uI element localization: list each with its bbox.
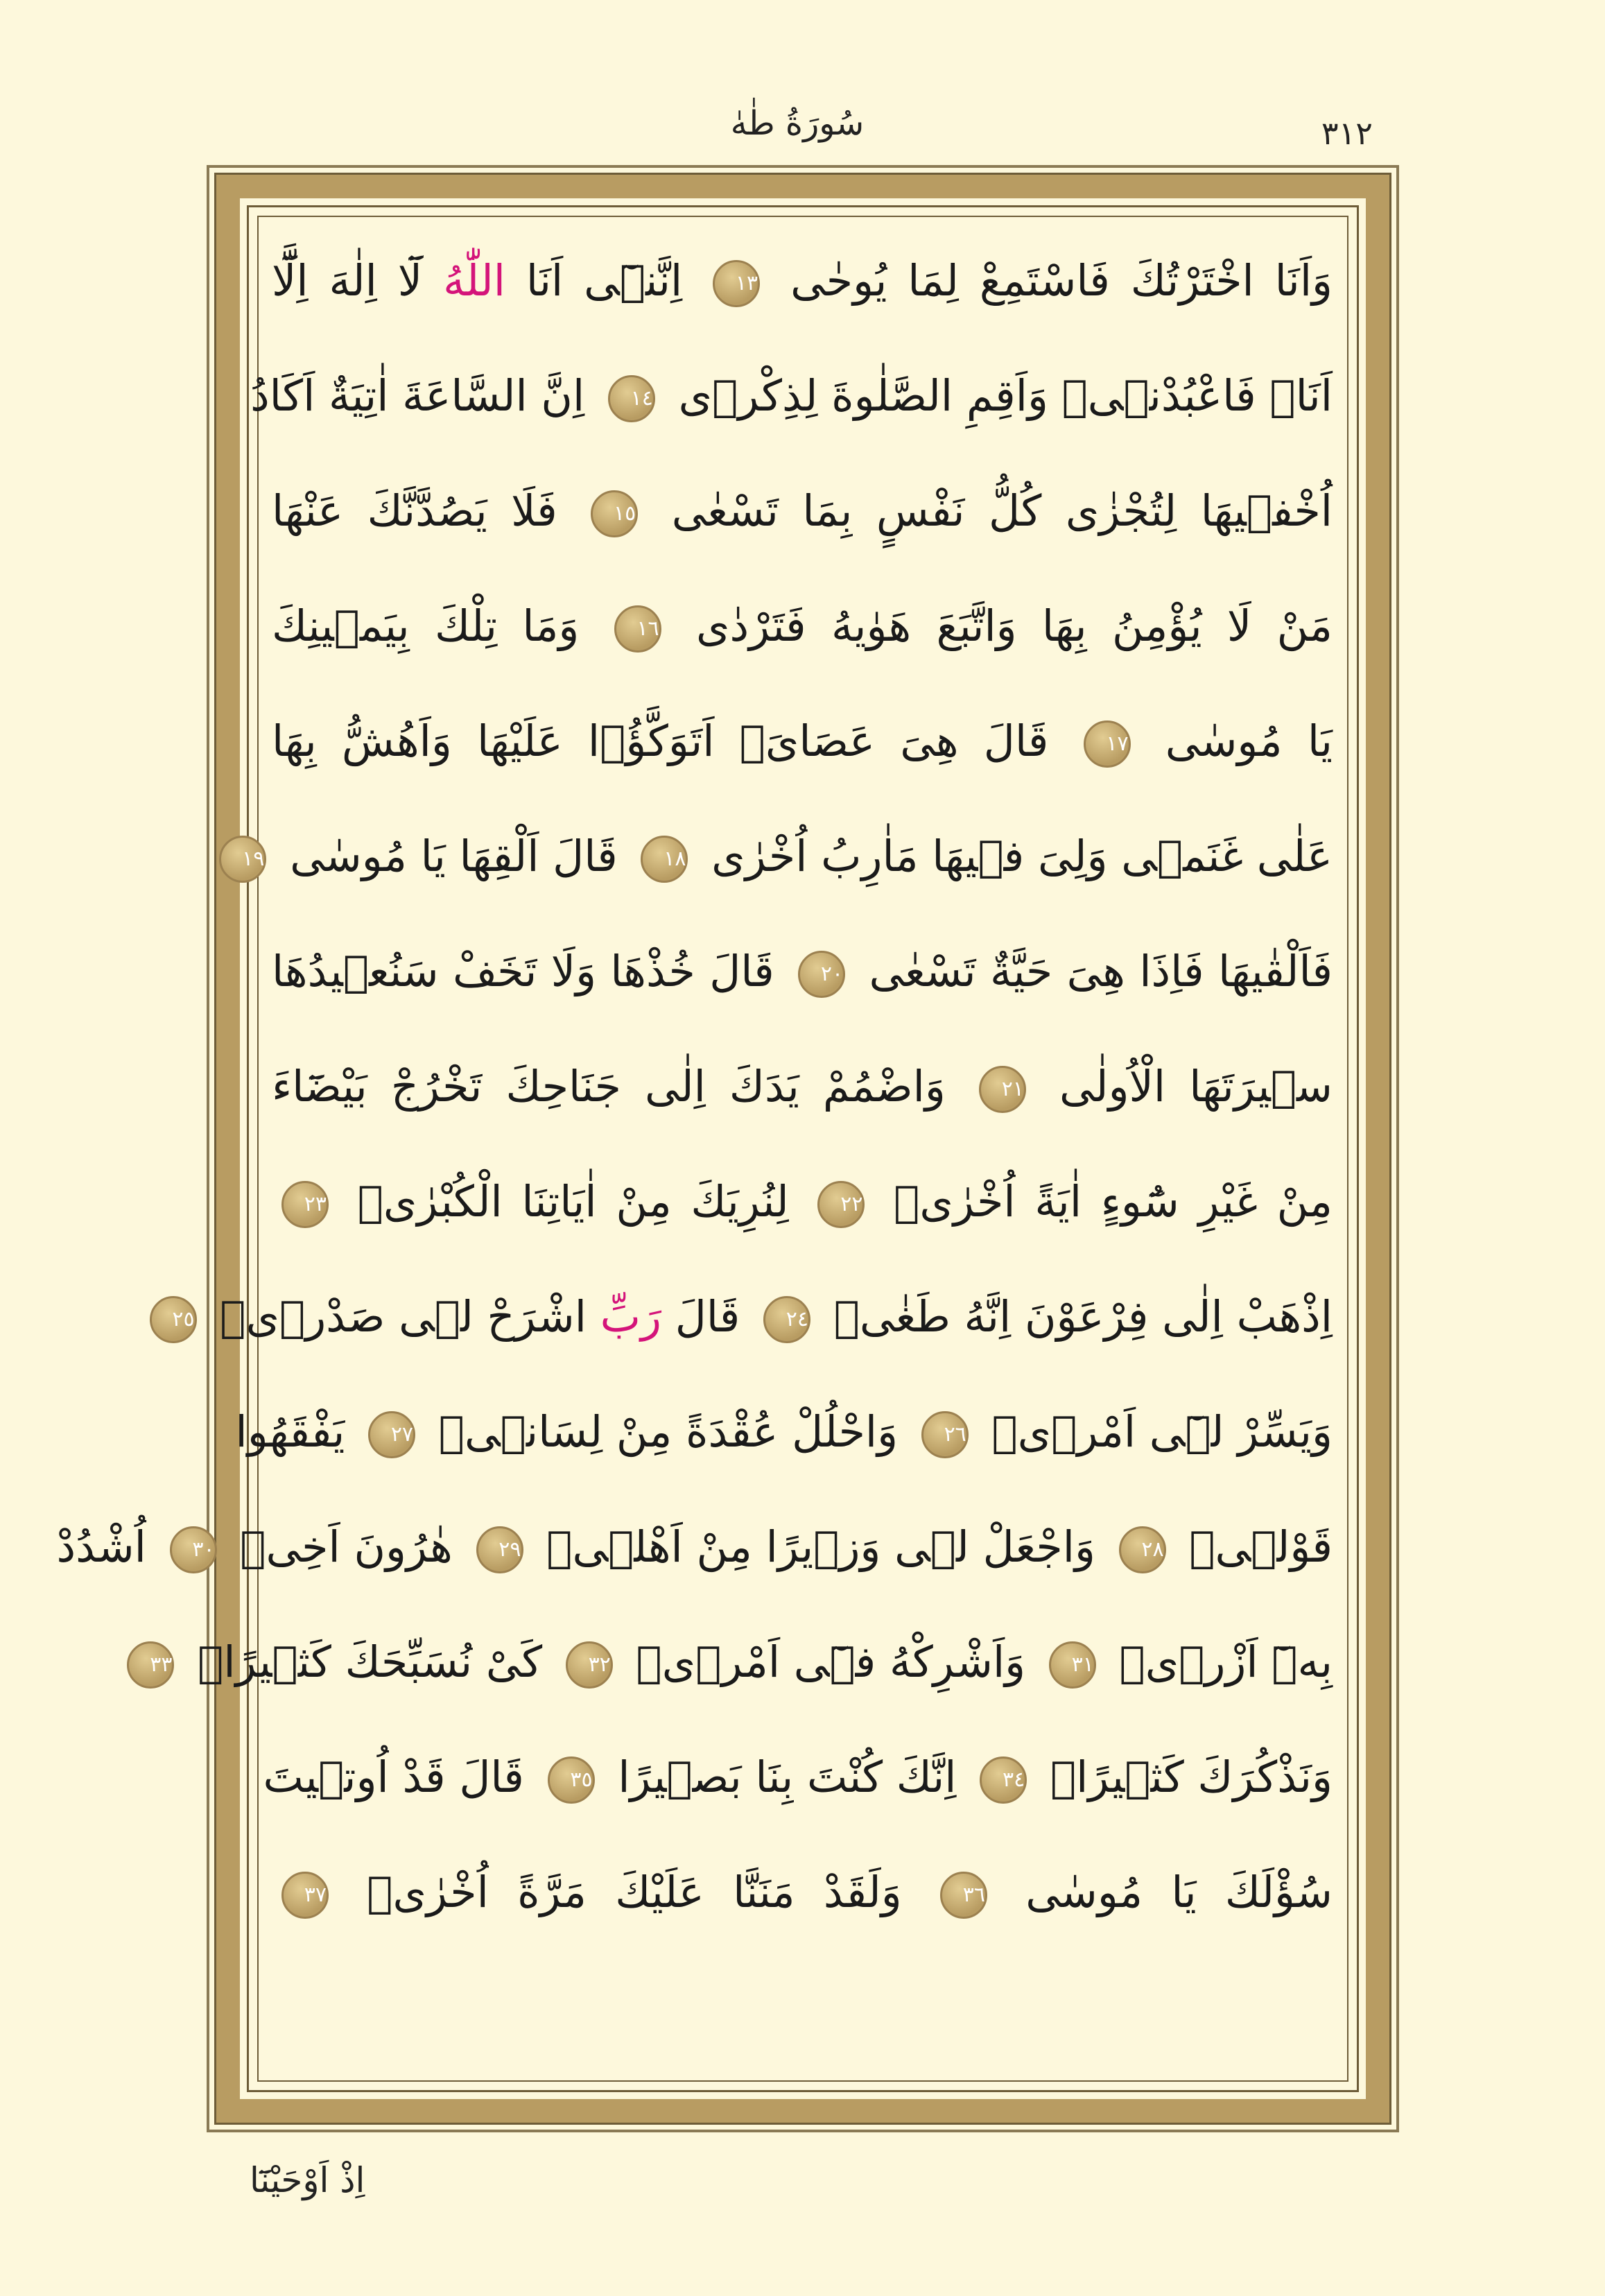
verse-text: بِهٖٓ اَزْرٖىۙ bbox=[1105, 1637, 1333, 1687]
ayah-number-marker: ٢٦ bbox=[921, 1411, 969, 1458]
ayah-number-marker: ٢٢ bbox=[817, 1181, 865, 1228]
verse-text: مَنْ لَا يُؤْمِنُ بِهَا وَاتَّبَعَ هَوٰيهُ فَتَرْدٰى bbox=[670, 601, 1333, 651]
verse-text: وَاجْعَلْ لٖى وَزٖيرًا مِنْ اَهْلٖىۙ bbox=[532, 1521, 1109, 1572]
verse-text: قَالَ خُذْهَا وَلَا تَخَفْ سَنُعٖيدُهَا bbox=[272, 946, 789, 996]
verse-line bbox=[272, 452, 1333, 570]
verse-line bbox=[272, 1028, 1333, 1146]
verse-text: وَيَسِّرْ لٖٓى اَمْرٖىۙ bbox=[978, 1406, 1333, 1457]
ayah-number-marker: ٢٣ bbox=[281, 1181, 329, 1228]
ayah-number-marker: ١٦ bbox=[614, 605, 661, 653]
verse-text: اِنَّنٖٓى اَنَا bbox=[505, 255, 704, 306]
verse-text: قَوْلٖىۖ bbox=[1175, 1521, 1333, 1572]
verse-text: وَمَا تِلْكَ بِيَمٖينِكَ bbox=[272, 601, 605, 651]
verse-text: اُخْفٖيهَا لِتُجْزٰى كُلُّ نَفْسٍ بِمَا تَسْعٰى bbox=[648, 485, 1333, 536]
verse-line bbox=[250, 337, 1333, 455]
ayah-number-marker: ٢٨ bbox=[1119, 1526, 1166, 1573]
verse-text: سٖيرَتَهَا الْاُولٰى bbox=[1035, 1061, 1333, 1112]
verse-text: سُؤْلَكَ يَا مُوسٰى bbox=[996, 1867, 1333, 1917]
verse-text: وَاحْلُلْ عُقْدَةً مِنْ لِسَانٖىۙ bbox=[425, 1406, 912, 1457]
ayah-number-marker: ٢٠ bbox=[798, 951, 845, 998]
ayah-number-marker: ٣٥ bbox=[548, 1756, 595, 1804]
verse-line bbox=[272, 567, 1333, 685]
ayah-number-marker: ٢١ bbox=[979, 1066, 1026, 1113]
verse-text: اَنَا۬ فَاعْبُدْنٖىۙ وَاَقِمِ الصَّلٰوةَ لِذِكْرٖى bbox=[664, 370, 1333, 421]
verse-text: يَفْقَهُوا bbox=[235, 1406, 359, 1457]
verse-text: قَالَ قَدْ اُوتٖيتَ bbox=[263, 1752, 538, 1802]
ayah-number-marker: ٣٦ bbox=[940, 1872, 987, 1919]
page-header bbox=[0, 0, 1605, 159]
ayah-number-marker: ١٨ bbox=[641, 836, 688, 883]
verse-line bbox=[56, 1488, 1333, 1606]
verse-text: اِنَّكَ كُنْتَ بِنَا بَصٖيرًا bbox=[604, 1752, 971, 1802]
ayah-number-marker: ٢٧ bbox=[368, 1411, 415, 1458]
ayah-number-marker: ٣٤ bbox=[980, 1756, 1027, 1804]
ayah-number-marker: ٣١ bbox=[1049, 1641, 1096, 1689]
ayah-number-marker: ٢٩ bbox=[476, 1526, 523, 1573]
verse-line bbox=[272, 222, 1333, 340]
verse-text: مِنْ غَيْرِ سُٓوءٍ اٰيَةً اُخْرٰىۙ bbox=[874, 1176, 1333, 1227]
verse-text: وَنَذْكُرَكَ كَثٖيرًاۜ bbox=[1036, 1752, 1333, 1802]
page-number: ٣١٢ bbox=[1321, 114, 1373, 152]
verse-text: يَا مُوسٰى bbox=[1140, 716, 1333, 766]
ayah-number-marker: ٣٢ bbox=[566, 1641, 613, 1689]
verse-text: قَالَ هِىَ عَصَاىَۚ اَتَوَكَّؤُ۬ا عَلَيْهَا وَاَهُشُّ بِهَا bbox=[272, 716, 1074, 766]
highlighted-word: اللّٰهُ bbox=[443, 255, 505, 306]
ayah-number-marker: ٣٠ bbox=[170, 1526, 217, 1573]
verse-line bbox=[150, 1603, 1333, 1721]
highlighted-word: رَبِّ bbox=[600, 1291, 661, 1342]
ayah-number-marker: ٢٤ bbox=[763, 1296, 810, 1343]
surah-title: سُورَةُ طٰهٰ bbox=[730, 104, 865, 143]
verse-text: كَىْ نُسَبِّحَكَ كَثٖيرًاۙ bbox=[184, 1637, 556, 1687]
verse-text: اشْرَحْ لٖى صَدْرٖىۙ bbox=[206, 1291, 600, 1342]
ayah-number-marker: ٣٣ bbox=[127, 1641, 174, 1689]
verse-text: وَاضْمُمْ يَدَكَ اِلٰى جَنَاحِكَ تَخْرُجْ بَيْضَٓاءَ bbox=[272, 1061, 969, 1112]
verse-text: لِنُرِيَكَ مِنْ اٰيَاتِنَا الْكُبْرٰىۚ bbox=[338, 1176, 808, 1227]
verse-text: قَالَ bbox=[661, 1291, 754, 1342]
ayah-number-marker: ١٥ bbox=[591, 490, 638, 537]
verse-line bbox=[272, 1143, 1333, 1261]
verse-text: فَلَا يَصُدَّنَّكَ عَنْهَا bbox=[272, 485, 582, 536]
verse-line bbox=[272, 913, 1333, 1030]
verse-text: وَلَقَدْ مَنَنَّا عَلَيْكَ مَرَّةً اُخْرٰىۙ bbox=[338, 1867, 930, 1917]
verse-line bbox=[242, 797, 1333, 915]
verse-text: اُشْدُدْ bbox=[56, 1521, 160, 1572]
verse-text: فَاَلْقٰيهَا فَاِذَا هِىَ حَيَّةٌ تَسْعٰى bbox=[855, 946, 1333, 996]
ayah-number-marker: ١٩ bbox=[219, 836, 266, 883]
verse-text: قَالَ اَلْقِهَا يَا مُوسٰى bbox=[276, 831, 632, 881]
verse-line bbox=[263, 1718, 1333, 1836]
ayah-number-marker: ١٣ bbox=[713, 260, 760, 307]
verse-line bbox=[172, 1258, 1333, 1376]
verse-text: وَاَنَا اخْتَرْتُكَ فَاسْتَمِعْ لِمَا يُوحٰى bbox=[770, 255, 1333, 306]
ayah-number-marker: ٣٧ bbox=[281, 1872, 329, 1919]
verse-line bbox=[235, 1373, 1333, 1491]
verse-text-area bbox=[56, 222, 1333, 2053]
verse-text: هٰرُونَ اَخِىۚ bbox=[226, 1521, 467, 1572]
verse-text: اِنَّ السَّاعَةَ اٰتِيَةٌ اَكَادُ bbox=[250, 370, 598, 421]
verse-line bbox=[272, 682, 1333, 800]
verse-text: اِذْهَبْ اِلٰى فِرْعَوْنَ اِنَّهُ طَغٰىۚ bbox=[819, 1291, 1333, 1342]
verse-text: وَاَشْرِكْهُ فٖٓى اَمْرٖىۙ bbox=[622, 1637, 1039, 1687]
verse-text: عَلٰى غَنَمٖى وَلِىَ فٖيهَا مَاٰرِبُ اُخْرٰى bbox=[697, 831, 1333, 881]
ayah-number-marker: ٢٥ bbox=[150, 1296, 197, 1343]
ayah-number-marker: ١٤ bbox=[608, 375, 655, 422]
ayah-number-marker: ١٧ bbox=[1084, 720, 1131, 768]
verse-line bbox=[272, 1833, 1333, 1951]
catchword: اِذْ اَوْحَيْنَٓا bbox=[250, 2160, 365, 2200]
verse-text: لَٓا اِلٰهَ اِلَّٓا bbox=[272, 255, 444, 306]
